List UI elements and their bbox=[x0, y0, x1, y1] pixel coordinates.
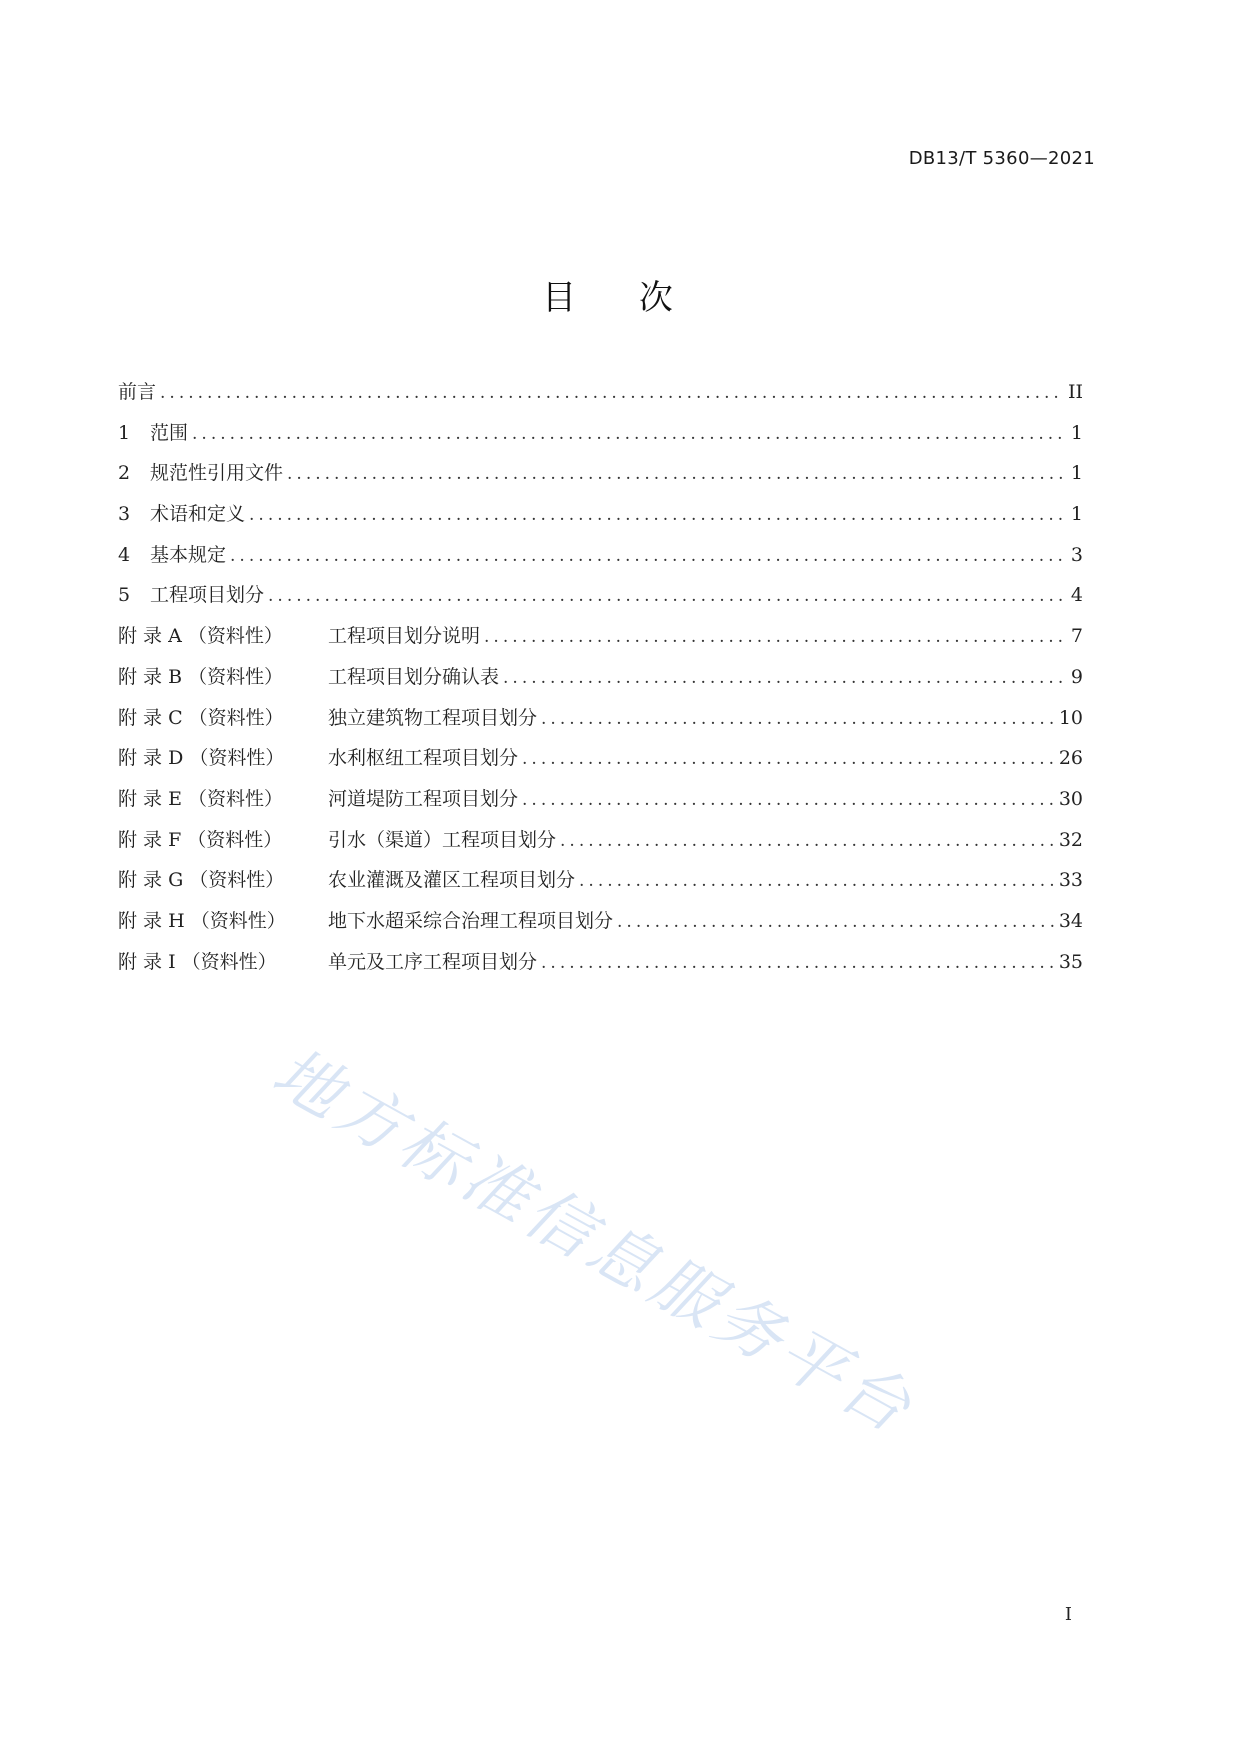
toc-entry[interactable] bbox=[118, 901, 1083, 942]
toc-entry-label bbox=[118, 901, 613, 942]
toc-page-number: 34 bbox=[1058, 909, 1083, 932]
toc-entry[interactable] bbox=[118, 779, 1083, 820]
toc-entry[interactable] bbox=[118, 738, 1083, 779]
toc-leader-dots bbox=[484, 617, 1065, 658]
document-code: DB13/T 5360—2021 bbox=[908, 148, 1095, 169]
toc-entry-label bbox=[118, 779, 518, 820]
toc-entry[interactable] bbox=[118, 372, 1083, 413]
toc-entry-title: 单元及工序工程项目划分 bbox=[328, 950, 538, 973]
toc-leader-dots bbox=[579, 861, 1055, 902]
toc-entry-label bbox=[118, 575, 264, 616]
toc-entry-label bbox=[118, 616, 480, 657]
toc-entry[interactable] bbox=[118, 453, 1083, 494]
toc-entry[interactable] bbox=[118, 657, 1083, 698]
toc-entry-label bbox=[118, 657, 499, 698]
page-title: 目 次 bbox=[542, 278, 699, 318]
toc-leader-dots bbox=[522, 780, 1055, 821]
toc-entry-title: 河道堤防工程项目划分 bbox=[328, 787, 519, 810]
toc-appendix-label: 附 录 D （资料性） bbox=[118, 747, 285, 770]
toc-page-number: 7 bbox=[1070, 625, 1083, 648]
toc-entry[interactable] bbox=[118, 820, 1083, 861]
toc-entry-title: 规范性引用文件 bbox=[150, 462, 284, 485]
toc-page-number: 35 bbox=[1058, 950, 1083, 973]
toc-leader-dots bbox=[617, 902, 1055, 943]
toc-page-number: II bbox=[1067, 381, 1083, 403]
toc-entry-title: 地下水超采综合治理工程项目划分 bbox=[328, 909, 614, 932]
toc-appendix-label: 附 录 I （资料性） bbox=[118, 950, 277, 973]
toc-page-number: 30 bbox=[1058, 787, 1083, 810]
toc-leader-dots bbox=[541, 699, 1055, 740]
toc-entry-label bbox=[118, 820, 556, 861]
toc-entry[interactable] bbox=[118, 942, 1083, 983]
toc-entry-label bbox=[118, 535, 226, 576]
toc-entry-label bbox=[118, 738, 518, 779]
toc-section-number: 4 bbox=[118, 543, 131, 566]
toc-page-number: 1 bbox=[1070, 421, 1083, 444]
toc-page-number: 10 bbox=[1058, 706, 1083, 729]
toc-entry-label bbox=[118, 698, 537, 739]
toc-appendix-label: 附 录 G （资料性） bbox=[118, 869, 285, 892]
toc-leader-dots bbox=[503, 658, 1065, 699]
toc-entry-label bbox=[118, 494, 245, 535]
toc-section-number: 2 bbox=[118, 462, 131, 485]
page-number: I bbox=[1064, 1604, 1072, 1625]
toc-entry[interactable] bbox=[118, 860, 1083, 901]
toc-leader-dots bbox=[192, 414, 1065, 455]
toc-appendix-label: 附 录 F （资料性） bbox=[118, 828, 283, 851]
toc-leader-dots bbox=[160, 373, 1064, 414]
toc-entry-title: 术语和定义 bbox=[150, 503, 246, 526]
toc-section-number: 5 bbox=[118, 584, 131, 607]
toc-entry[interactable] bbox=[118, 413, 1083, 454]
toc-entry-label bbox=[118, 942, 537, 983]
toc-page-number: 1 bbox=[1070, 462, 1083, 485]
toc-appendix-label: 附 录 B （资料性） bbox=[118, 665, 284, 688]
toc-appendix-label: 附 录 A （资料性） bbox=[118, 625, 283, 648]
toc-leader-dots bbox=[560, 821, 1055, 862]
toc-leader-dots bbox=[522, 739, 1055, 780]
toc-entry[interactable] bbox=[118, 575, 1083, 616]
toc-entry-title: 独立建筑物工程项目划分 bbox=[328, 706, 538, 729]
watermark: 地方标准信息服务平台 bbox=[260, 1033, 928, 1450]
toc-page-number: 3 bbox=[1070, 543, 1083, 566]
toc-entry-label bbox=[118, 372, 156, 413]
toc-page-number: 32 bbox=[1058, 828, 1083, 851]
toc-entry[interactable] bbox=[118, 698, 1083, 739]
toc-page-number: 4 bbox=[1070, 584, 1083, 607]
toc-page-number: 33 bbox=[1058, 869, 1083, 892]
toc-entry-title: 工程项目划分确认表 bbox=[328, 665, 500, 688]
toc-page-number: 26 bbox=[1058, 747, 1083, 770]
toc-entry-title: 引水（渠道）工程项目划分 bbox=[328, 828, 557, 851]
toc-entry-title: 基本规定 bbox=[150, 543, 227, 566]
toc-entry-label bbox=[118, 860, 575, 901]
toc-entry-title: 工程项目划分说明 bbox=[328, 625, 481, 648]
toc-leader-dots bbox=[287, 454, 1065, 495]
toc-appendix-label: 附 录 H （资料性） bbox=[118, 909, 286, 932]
toc-appendix-label: 附 录 E （资料性） bbox=[118, 787, 283, 810]
toc-section-number: 1 bbox=[118, 421, 131, 444]
toc-page-number: 1 bbox=[1070, 503, 1083, 526]
toc-entry-title: 农业灌溉及灌区工程项目划分 bbox=[328, 869, 576, 892]
toc-entry-title: 工程项目划分 bbox=[150, 584, 265, 607]
toc-leader-dots bbox=[230, 536, 1065, 577]
toc-entry-label bbox=[118, 413, 188, 454]
toc-entry[interactable] bbox=[118, 494, 1083, 535]
toc-page-number: 9 bbox=[1070, 665, 1083, 688]
toc-leader-dots bbox=[249, 495, 1065, 536]
toc-section-number: 3 bbox=[118, 503, 131, 526]
table-of-contents bbox=[118, 372, 1083, 982]
toc-entry[interactable] bbox=[118, 616, 1083, 657]
toc-leader-dots bbox=[541, 943, 1055, 984]
toc-leader-dots bbox=[268, 576, 1065, 617]
toc-entry-title: 水利枢纽工程项目划分 bbox=[328, 747, 519, 770]
toc-entry-title: 范围 bbox=[150, 421, 189, 444]
toc-appendix-label: 附 录 C （资料性） bbox=[118, 706, 284, 729]
toc-entry-label bbox=[118, 453, 283, 494]
toc-entry-title: 前言 bbox=[118, 381, 157, 403]
toc-entry[interactable] bbox=[118, 535, 1083, 576]
